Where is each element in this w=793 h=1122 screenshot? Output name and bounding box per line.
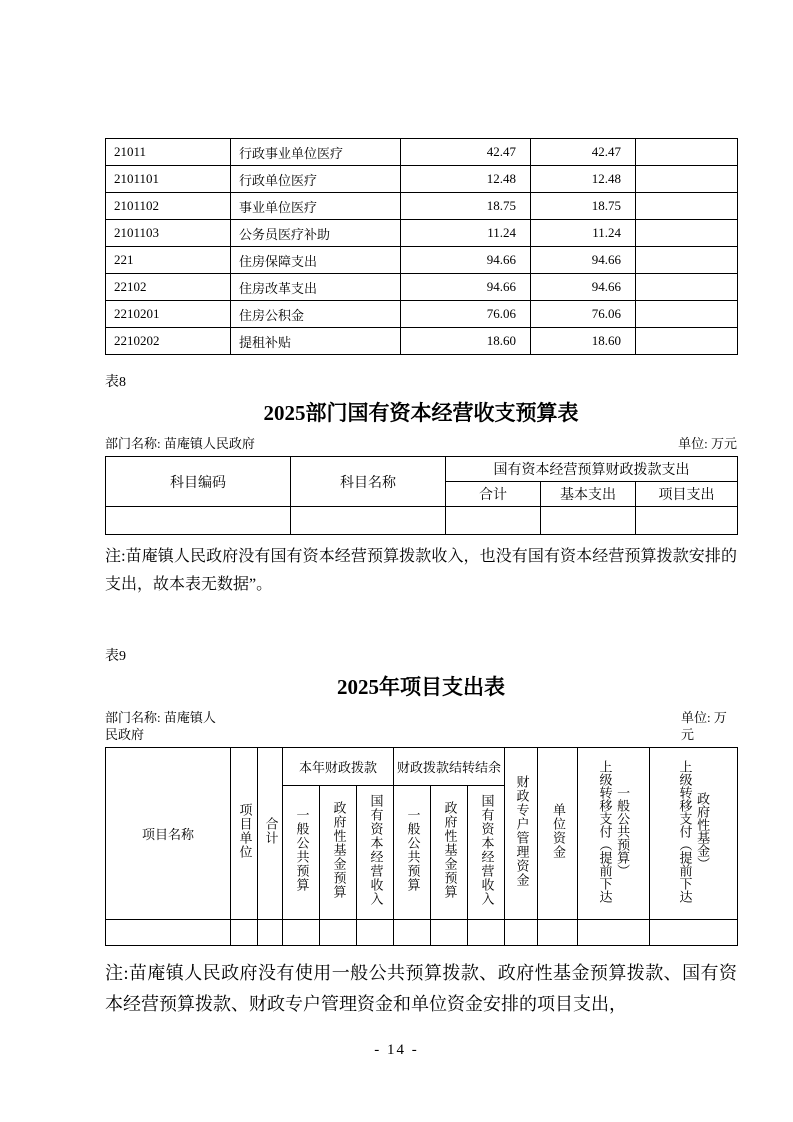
col-group-carryover-balance: 财政拨款结转结余 bbox=[394, 747, 505, 785]
col-header-fiscal-account-funds bbox=[505, 747, 538, 919]
total-cell: 18.75 bbox=[401, 193, 531, 220]
table9-label: 表9 bbox=[105, 649, 126, 665]
table-row bbox=[106, 328, 738, 355]
col-header-state-capital-income bbox=[357, 785, 394, 919]
basic-cell: 76.06 bbox=[531, 301, 636, 328]
empty-cell bbox=[106, 919, 231, 945]
col-header-project-name: 项目名称 bbox=[106, 747, 231, 919]
subject-name-cell: 事业单位医疗 bbox=[231, 193, 401, 220]
vertical-label: 财政专户管理资金 bbox=[514, 775, 530, 888]
total-cell: 42.47 bbox=[401, 139, 531, 166]
table8-label: 表8 bbox=[105, 375, 126, 390]
empty-data-row bbox=[106, 919, 738, 945]
vertical-label: 单位资金 bbox=[551, 803, 566, 860]
table-row bbox=[106, 166, 738, 193]
table-row bbox=[106, 139, 738, 166]
empty-cell bbox=[468, 919, 505, 945]
empty-cell bbox=[231, 919, 258, 945]
total-cell: 76.06 bbox=[401, 301, 531, 328]
col-header-project-unit bbox=[231, 747, 258, 919]
empty-cell bbox=[650, 919, 738, 945]
vertical-label: 上级转移支付（提前下达政府性基金） bbox=[677, 759, 711, 903]
total-cell: 18.60 bbox=[401, 328, 531, 355]
table-row bbox=[106, 274, 738, 301]
table-row bbox=[106, 193, 738, 220]
total-cell: 12.48 bbox=[401, 166, 531, 193]
empty-data-row bbox=[106, 507, 738, 535]
vertical-label: 上级转移支付（提前下达一般公共预算） bbox=[597, 759, 631, 903]
table-row bbox=[106, 220, 738, 247]
code-cell: 22102 bbox=[106, 274, 231, 301]
col-group-current-year-appropriation: 本年财政拨款 bbox=[283, 747, 394, 785]
empty-cell bbox=[636, 166, 738, 193]
empty-cell bbox=[636, 247, 738, 274]
col-header-gov-fund-budget bbox=[431, 785, 468, 919]
empty-cell bbox=[283, 919, 320, 945]
table9-meta bbox=[105, 710, 737, 743]
empty-cell bbox=[636, 328, 738, 355]
subject-name-cell: 行政单位医疗 bbox=[231, 166, 401, 193]
code-cell: 2210201 bbox=[106, 301, 231, 328]
subject-name-cell: 住房保障支出 bbox=[231, 247, 401, 274]
code-cell: 2101103 bbox=[106, 220, 231, 247]
col-header-subject-name: 科目名称 bbox=[291, 457, 446, 507]
total-cell: 94.66 bbox=[401, 274, 531, 301]
empty-cell bbox=[505, 919, 538, 945]
unit-label: 单位: 万元 bbox=[678, 436, 737, 451]
project-expenditure-table bbox=[105, 747, 738, 946]
code-cell: 2101102 bbox=[106, 193, 231, 220]
col-header-project: 项目支出 bbox=[636, 482, 738, 507]
vertical-label: 项目单位 bbox=[237, 803, 253, 860]
vertical-label: 政府性基金预算 bbox=[442, 801, 458, 900]
subject-name-cell: 公务员医疗补助 bbox=[231, 220, 401, 247]
col-header-state-capital-income bbox=[468, 785, 505, 919]
basic-cell: 12.48 bbox=[531, 166, 636, 193]
empty-cell bbox=[636, 193, 738, 220]
empty-cell bbox=[636, 139, 738, 166]
col-header-subject-code: 科目编码 bbox=[106, 457, 291, 507]
subject-name-cell: 住房改革支出 bbox=[231, 274, 401, 301]
header-row bbox=[106, 747, 738, 785]
col-header-general-public-budget bbox=[283, 785, 320, 919]
empty-cell bbox=[636, 274, 738, 301]
empty-cell bbox=[578, 919, 650, 945]
col-header-general-public-budget bbox=[394, 785, 431, 919]
code-cell: 21011 bbox=[106, 139, 231, 166]
table8-note: 注:苗庵镇人民政府没有国有资本经营预算拨款收入，也没有国有资本经营预算拨款安排的支出，故本表无数据”。 bbox=[105, 548, 737, 594]
basic-cell: 11.24 bbox=[531, 220, 636, 247]
table9-note: 注:苗庵镇人民政府没有使用一般公共预算拨款、政府性基金预算拨款、国有资本经营预算拨款、财政专户管理资金和单位资金安排的项目支出， bbox=[105, 962, 737, 1015]
empty-cell bbox=[320, 919, 357, 945]
table8-title: 2025部门国有资本经营收支预算表 bbox=[263, 401, 579, 425]
code-cell: 221 bbox=[106, 247, 231, 274]
col-header-unit-funds bbox=[538, 747, 578, 919]
vertical-label: 一般公共预算 bbox=[405, 808, 421, 893]
total-cell: 11.24 bbox=[401, 220, 531, 247]
subject-name-cell: 行政事业单位医疗 bbox=[231, 139, 401, 166]
table9-title: 2025年项目支出表 bbox=[337, 675, 505, 700]
vertical-label: 一般公共预算 bbox=[294, 808, 310, 893]
table-row bbox=[106, 247, 738, 274]
empty-cell bbox=[636, 507, 738, 535]
empty-cell bbox=[394, 919, 431, 945]
code-cell: 2210202 bbox=[106, 328, 231, 355]
subject-name-cell: 提租补贴 bbox=[231, 328, 401, 355]
col-header-basic: 基本支出 bbox=[541, 482, 636, 507]
table8-meta bbox=[105, 436, 737, 452]
col-header-transfer-general-budget bbox=[578, 747, 650, 919]
basic-cell: 18.60 bbox=[531, 328, 636, 355]
state-capital-budget-table bbox=[105, 456, 738, 535]
vertical-label: 国有资本经营收入 bbox=[368, 794, 384, 907]
vertical-label: 国有资本经营收入 bbox=[479, 794, 495, 907]
basic-cell: 42.47 bbox=[531, 139, 636, 166]
header-row bbox=[106, 457, 738, 482]
page-number: - 14 - bbox=[374, 1042, 419, 1058]
table-row bbox=[106, 301, 738, 328]
col-header-total bbox=[258, 747, 283, 919]
basic-cell: 18.75 bbox=[531, 193, 636, 220]
department-name-label: 部门名称: 苗庵镇人民政府 bbox=[105, 710, 216, 742]
vertical-label: 合计 bbox=[263, 817, 279, 846]
col-header-transfer-gov-fund bbox=[650, 747, 738, 919]
empty-cell bbox=[538, 919, 578, 945]
col-header-total: 合计 bbox=[446, 482, 541, 507]
empty-cell bbox=[258, 919, 283, 945]
department-name-label: 部门名称: 苗庵镇人民政府 bbox=[105, 436, 255, 451]
empty-cell bbox=[636, 301, 738, 328]
empty-cell bbox=[541, 507, 636, 535]
col-header-group: 国有资本经营预算财政拨款支出 bbox=[446, 457, 738, 482]
col-header-gov-fund-budget bbox=[320, 785, 357, 919]
empty-cell bbox=[357, 919, 394, 945]
budget-detail-table bbox=[105, 138, 738, 355]
basic-cell: 94.66 bbox=[531, 274, 636, 301]
total-cell: 94.66 bbox=[401, 247, 531, 274]
subject-name-cell: 住房公积金 bbox=[231, 301, 401, 328]
vertical-label: 政府性基金预算 bbox=[331, 801, 347, 900]
empty-cell bbox=[636, 220, 738, 247]
empty-cell bbox=[291, 507, 446, 535]
empty-cell bbox=[431, 919, 468, 945]
empty-cell bbox=[106, 507, 291, 535]
basic-cell: 94.66 bbox=[531, 247, 636, 274]
empty-cell bbox=[446, 507, 541, 535]
unit-label: 单位: 万元 bbox=[681, 710, 727, 742]
code-cell: 2101101 bbox=[106, 166, 231, 193]
